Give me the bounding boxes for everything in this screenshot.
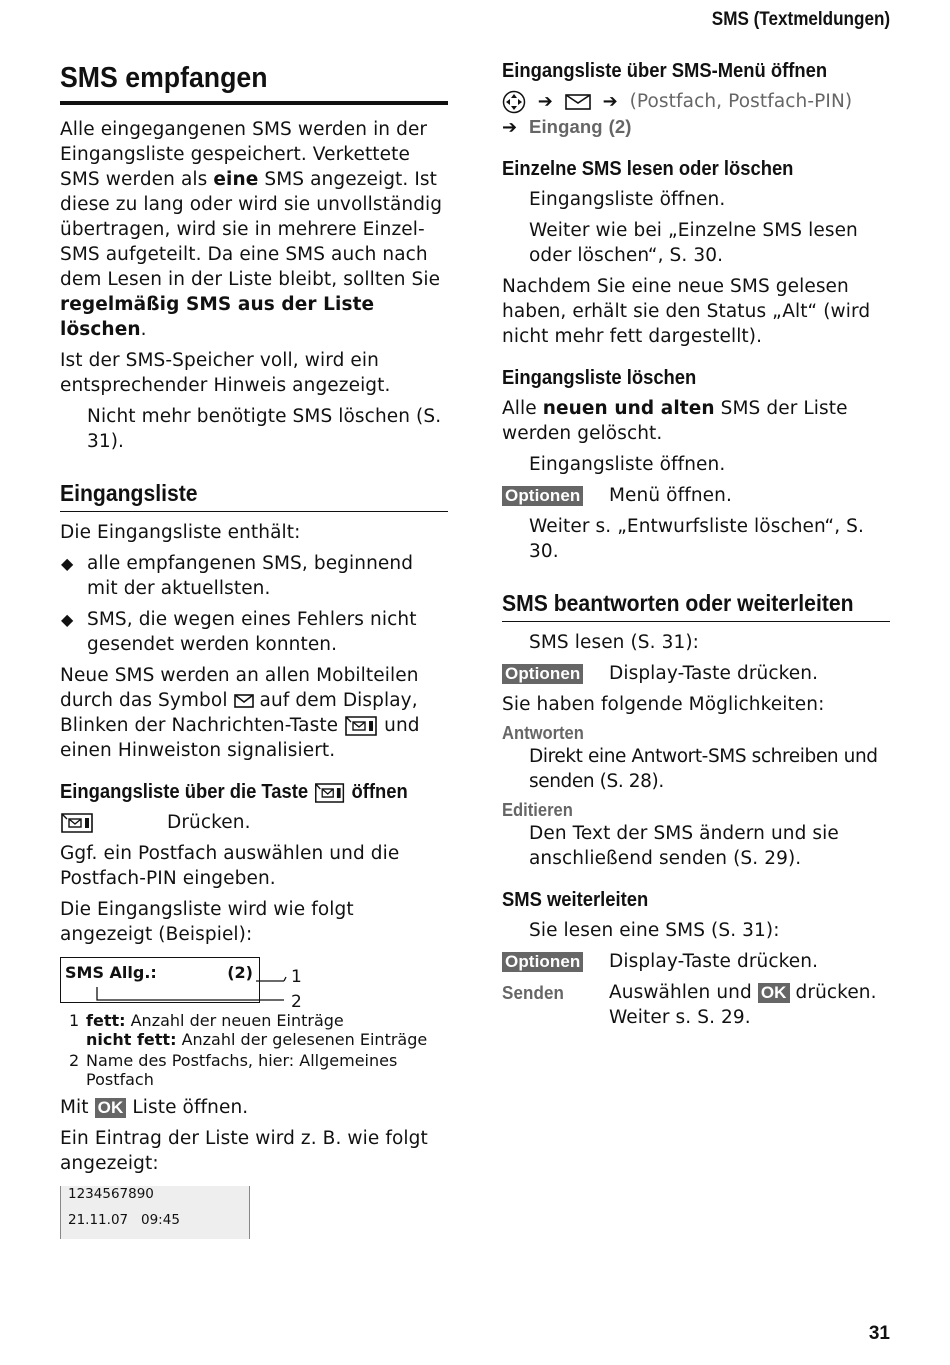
mailbox-hint: Ggf. ein Postfach auswählen und die Postfach-PIN eingeben. bbox=[60, 843, 400, 889]
legend-item: 1 fett: Anzahl der neuen Einträge nicht fett: Anzahl der gelesenen Einträge bbox=[69, 1011, 428, 1049]
menu-option-reply: Antworten bbox=[502, 723, 584, 743]
reply-forward-heading: SMS beantworten oder weiterleiten bbox=[502, 590, 890, 622]
intro-paragraph: Alle eingegangenen SMS werden in der Eingangsliste gespeichert. Verkettete SMS werden als eine SMS angezeigt. Ist diese zu lang oder wird sie unvollständig übertragen, wird sie in mehrere Einzel-SMS aufgeteilt. Da eine SMS auch nach dem Lesen in der Liste bleibt, sollten Sie regelmäßig SMS aus der Liste löschen. bbox=[60, 119, 443, 340]
delete-inbox-heading: Eingangsliste löschen bbox=[502, 367, 697, 389]
options-intro: Sie haben folgende Möglichkeiten: bbox=[502, 694, 825, 715]
menu-option-send: Senden bbox=[502, 982, 565, 1003]
options-step: Optionen Display-Taste drücken. bbox=[502, 949, 890, 974]
menu-item-count: (2) bbox=[608, 116, 632, 137]
right-column bbox=[502, 60, 890, 1030]
inbox-heading: Eingangsliste bbox=[60, 480, 448, 512]
page-title: SMS empfangen bbox=[60, 56, 448, 105]
new-sms-text: Neue SMS werden an allen Mobilteilen durch das Symbol auf dem Display, Blinken der Nachrichten-Taste und einen Hinweiston signalisiert. bbox=[60, 665, 420, 761]
memory-full-text: Ist der SMS-Speicher voll, wird ein entsprechender Hinweis angezeigt. bbox=[60, 350, 391, 396]
callout-line-2 bbox=[94, 987, 294, 1007]
send-step: Senden Auswählen und OK drücken. Weiter s. S. 29. bbox=[502, 982, 877, 1028]
envelope-icon bbox=[234, 694, 254, 708]
diamond-bullet-icon: ◆ bbox=[61, 610, 74, 629]
menu-path: ➔ ➔ (Postfach, Postfach-PIN) ➔ Eingang (2) bbox=[502, 91, 853, 138]
continue-single-step: Weiter wie bei „Einzelne SMS lesen oder löschen“, S. 30. bbox=[529, 220, 858, 266]
message-key-icon bbox=[344, 715, 378, 737]
memory-hint: Nicht mehr benötigte SMS löschen (S. 31). bbox=[87, 406, 442, 452]
page-number: 31 bbox=[868, 1323, 890, 1344]
ok-key: OK bbox=[758, 983, 790, 1003]
list-entry-example bbox=[60, 1186, 250, 1239]
open-via-key-heading: Eingangsliste über die Taste öffnen bbox=[60, 781, 408, 803]
list-item: ◆ alle empfangenen SMS, beginnend mit der aktuellsten. bbox=[61, 553, 414, 599]
options-step: Optionen Display-Taste drücken. bbox=[502, 661, 890, 686]
message-count: (2) bbox=[227, 963, 253, 982]
press-step: Drücken. bbox=[60, 810, 448, 835]
forward-heading: SMS weiterleiten bbox=[502, 889, 649, 911]
options-key: Optionen bbox=[502, 486, 583, 506]
options-key: Optionen bbox=[502, 952, 583, 972]
delete-text: Alle neuen und alten SMS der Liste werden gelöscht. bbox=[502, 398, 848, 444]
open-inbox-step: Eingangsliste öffnen. bbox=[529, 189, 726, 210]
diamond-bullet-icon: ◆ bbox=[61, 554, 74, 573]
ok-key: OK bbox=[95, 1098, 127, 1118]
read-sms-step: SMS lesen (S. 31): bbox=[529, 632, 699, 653]
callout-label: 2 bbox=[291, 992, 302, 1012]
arrow-right-icon: ➔ bbox=[596, 91, 624, 112]
entry-number: 1234567890 bbox=[68, 1186, 154, 1202]
callout-label: 1 bbox=[291, 967, 302, 987]
open-inbox-step: Eingangsliste öffnen. bbox=[529, 454, 726, 475]
menu-option-edit: Editieren bbox=[502, 800, 573, 820]
status-note: Nachdem Sie eine neue SMS gelesen haben, erhält sie den Status „Alt“ (wird nicht mehr fett dargestellt). bbox=[502, 276, 871, 347]
reply-description: Direkt eine Antwort-SMS schreiben und senden (S. 28). bbox=[529, 746, 878, 792]
open-via-menu-heading: Eingangsliste über SMS-Menü öffnen bbox=[502, 60, 828, 82]
single-sms-heading: Einzelne SMS lesen oder löschen bbox=[502, 158, 794, 180]
arrow-right-icon: ➔ bbox=[531, 91, 559, 112]
left-column bbox=[60, 56, 448, 1239]
entry-intro: Ein Eintrag der Liste wird z. B. wie folgt angezeigt: bbox=[60, 1128, 428, 1174]
list-item: ◆ SMS, die wegen eines Fehlers nicht gesendet werden konnten. bbox=[61, 609, 417, 655]
display-example bbox=[60, 957, 448, 1012]
options-step: Optionen Menü öffnen. bbox=[502, 483, 890, 508]
envelope-icon bbox=[565, 94, 591, 110]
running-header: SMS (Textmeldungen) bbox=[711, 9, 890, 30]
mailbox-name: SMS Allg.: bbox=[65, 963, 157, 982]
inbox-contains-text: Die Eingangsliste enthält: bbox=[60, 522, 301, 543]
legend-item: 2 Name des Postfachs, hier: Allgemeines Postfach bbox=[69, 1051, 398, 1089]
entry-datetime: 21.11.07 09:45 bbox=[68, 1212, 180, 1228]
continue-delete-step: Weiter s. „Entwurfsliste löschen“, S. 30. bbox=[529, 516, 864, 562]
reading-step: Sie lesen eine SMS (S. 31): bbox=[529, 920, 780, 941]
open-with-ok: Mit OK Liste öffnen. bbox=[60, 1097, 249, 1118]
menu-item-inbox: Eingang bbox=[529, 116, 603, 137]
edit-description: Den Text der SMS ändern und sie anschließend senden (S. 29). bbox=[529, 823, 839, 869]
display-intro: Die Eingangsliste wird wie folgt angezeigt (Beispiel): bbox=[60, 899, 354, 945]
message-key-icon bbox=[313, 782, 346, 804]
control-key-icon bbox=[502, 90, 526, 114]
message-key-icon bbox=[60, 812, 94, 834]
arrow-right-icon: ➔ bbox=[502, 117, 524, 138]
display-legend bbox=[60, 1011, 448, 1089]
options-key: Optionen bbox=[502, 664, 583, 684]
